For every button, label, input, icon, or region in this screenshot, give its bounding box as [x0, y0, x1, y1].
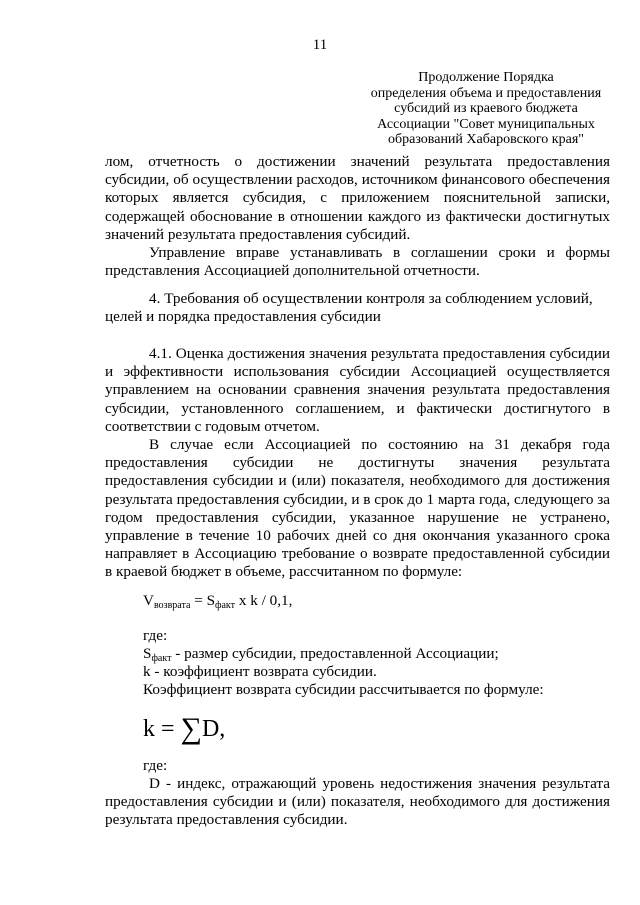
formula-v-subscript: возврата — [153, 600, 191, 611]
document-header — [356, 70, 616, 148]
formula-refund-volume — [143, 592, 292, 612]
definition-k: k - коэффициент возврата субсидии. — [143, 663, 377, 680]
def-s-subscript: факт — [151, 653, 172, 664]
formula-coefficient — [143, 713, 225, 743]
def-s-symbol: S — [143, 645, 152, 662]
header-line: Продолжение Порядка — [418, 70, 554, 85]
body-section-2 — [105, 345, 610, 582]
formula-s-subscript: факт — [215, 600, 236, 611]
formula-equals-s: = S — [190, 592, 216, 609]
sigma-symbol: ∑ — [180, 712, 202, 745]
formula-v-symbol: V — [143, 592, 154, 609]
formula-k-lhs: k = — [143, 716, 181, 742]
definition-s — [143, 645, 499, 665]
section-heading: 4. Требования об осуществлении контроля за соблюдением условий, целей и порядка предоставления субсидии — [105, 290, 593, 326]
header-line: Ассоциации "Совет муниципальных — [377, 116, 595, 132]
header-line: образований Хабаровского края" — [388, 132, 584, 147]
paragraph-4-1: 4.1. Оценка достижения значения результата предоставления субсидии и эффективности использования субсидии Ассоциацией осуществляется управлением на основании сравнения значения результата предоставления субсидии, установленного соглашением, и фактически достигнутого в соответствии с годовым отчетом. — [105, 345, 610, 435]
header-line: субсидий из краевого бюджета — [394, 101, 578, 116]
where-label-2: где: — [143, 757, 168, 774]
paragraph-continuation: лом, отчетность о достижении значений результата предоставления субсидии, об осуществлении расходов, источником финансового обеспечения которых является субсидия, с приложением пояснительной записки, содержащей обоснование в отношении каждого из фактически достигнутых значений результата предоставления субсидий. — [105, 153, 610, 243]
coefficient-text: Коэффициент возврата субсидии рассчитывается по формуле: — [143, 681, 544, 698]
paragraph-d-definition: D - индекс, отражающий уровень недостижения значения результата предоставления субсидии и (или) показателя, необходимого для достижения результата предоставления субсидии. — [105, 775, 610, 829]
body-section-3 — [105, 775, 610, 830]
paragraph-refund-condition: В случае если Ассоциацией по состоянию на 31 декабря года предоставления субсидии не достигнуты значения результата предоставления субсидии и (или) показателя, необходимого для достижения результата предоставления субсидии, и в срок до 1 марта года, следующего за годом предоставления субсидии, указанное нарушение не устранено, управление в течение 10 рабочих дней со дня окончания указанного срока направляет в Ассоциацию требование о возврате предоставленной субсидии в краевой бюджет в объеме, рассчитанном по формуле: — [105, 436, 610, 581]
body-section-1 — [105, 153, 610, 280]
formula-k-rhs: D, — [201, 716, 226, 742]
where-label: где: — [143, 627, 168, 644]
formula-rest: x k / 0,1, — [235, 592, 293, 609]
paragraph-reporting: Управление вправе устанавливать в соглашении сроки и формы представления Ассоциацией дополнительной отчетности. — [105, 244, 610, 280]
header-line: определения объема и предоставления — [370, 85, 602, 101]
page-number: 11 — [312, 37, 328, 53]
def-s-text: - размер субсидии, предоставленной Ассоциации; — [171, 645, 499, 662]
